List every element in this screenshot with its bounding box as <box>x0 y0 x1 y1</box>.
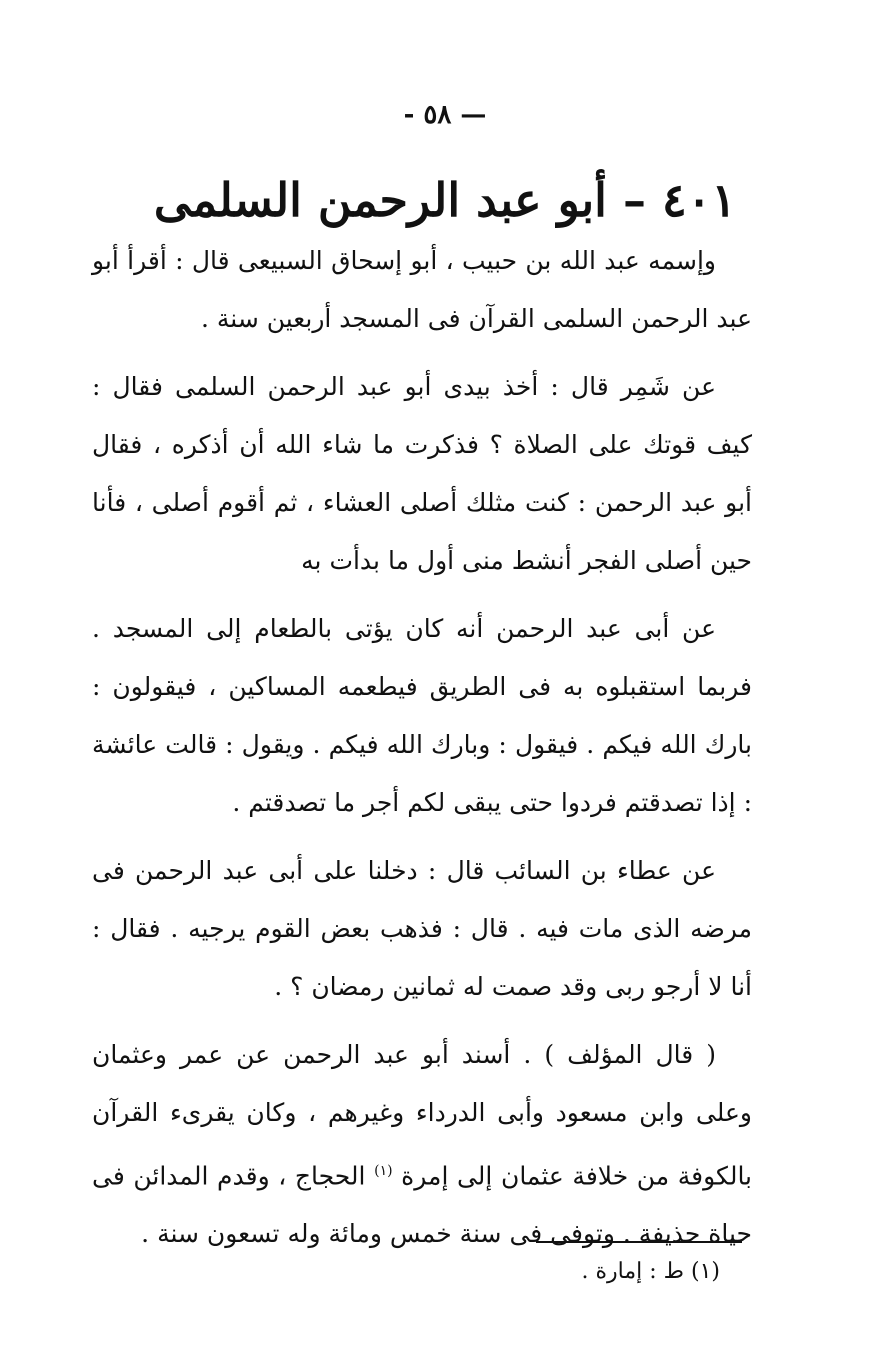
paragraph-food: عن أبى عبد الرحمن أنه كان يؤتى بالطعام إلى المسجد . فربما استقبلوه به فى الطريق فيطعمه المساكين ، فيقولون : بارك الله فيكم . فيقول : وبارك الله فيكم . ويقول : قالت عائشة : إذا تصدقتم فردوا حتى يبقى لكم أجر ما تصدقتم . <box>92 614 752 817</box>
paragraph-author <box>92 1026 752 1263</box>
paragraph-author-text-cont: الحجاج ، وقدم المدائن فى حياة حذيفة . وتوفى فى سنة خمس ومائة وله تسعون سنة . <box>92 1161 752 1249</box>
paragraph-author-text: ( قال المؤلف ) . أسند أبو عبد الرحمن عن عمر وعثمان وعلى وابن مسعود وأبى الدرداء وغيرهم ، وكان يقرىء القرآن بالكوفة من خلافة عثمان إلى إمرة <box>92 1040 753 1191</box>
paragraph-ata: عن عطاء بن السائب قال : دخلنا على أبى عبد الرحمن فى مرضه الذى مات فيه . قال : فذهب بعض القوم يرجيه . فقال : أنا لا أرجو ربى وقد صمت له ثمانين رمضان ؟ . <box>92 856 752 1001</box>
footnote-reference: (١) <box>374 1163 393 1179</box>
entry-heading: ٤٠١ – أبو عبد الرحمن السلمى <box>153 173 737 227</box>
footnote-separator <box>536 1241 742 1243</box>
body-text <box>92 232 752 1273</box>
paragraph-shamir: عن شَمِر قال : أخذ بيدى أبو عبد الرحمن السلمى فقال : كيف قوتك على الصلاة ؟ فذكرت ما شاء الله أن أذكره ، فقال أبو عبد الرحمن : كنت مثلك أصلى العشاء ، ثم أقوم أصلى ، فأنا حين أصلى الفجر أنشط منى أول ما بدأت به <box>92 372 752 575</box>
paragraph-name: وإسمه عبد الله بن حبيب ، أبو إسحاق السبيعى قال : أقرأ أبو عبد الرحمن السلمى القرآن فى المسجد أربعين سنة . <box>92 246 752 333</box>
footnote: (١) ط : إمارة . <box>581 1259 720 1284</box>
page-number: — ٥٨ - <box>403 100 487 130</box>
